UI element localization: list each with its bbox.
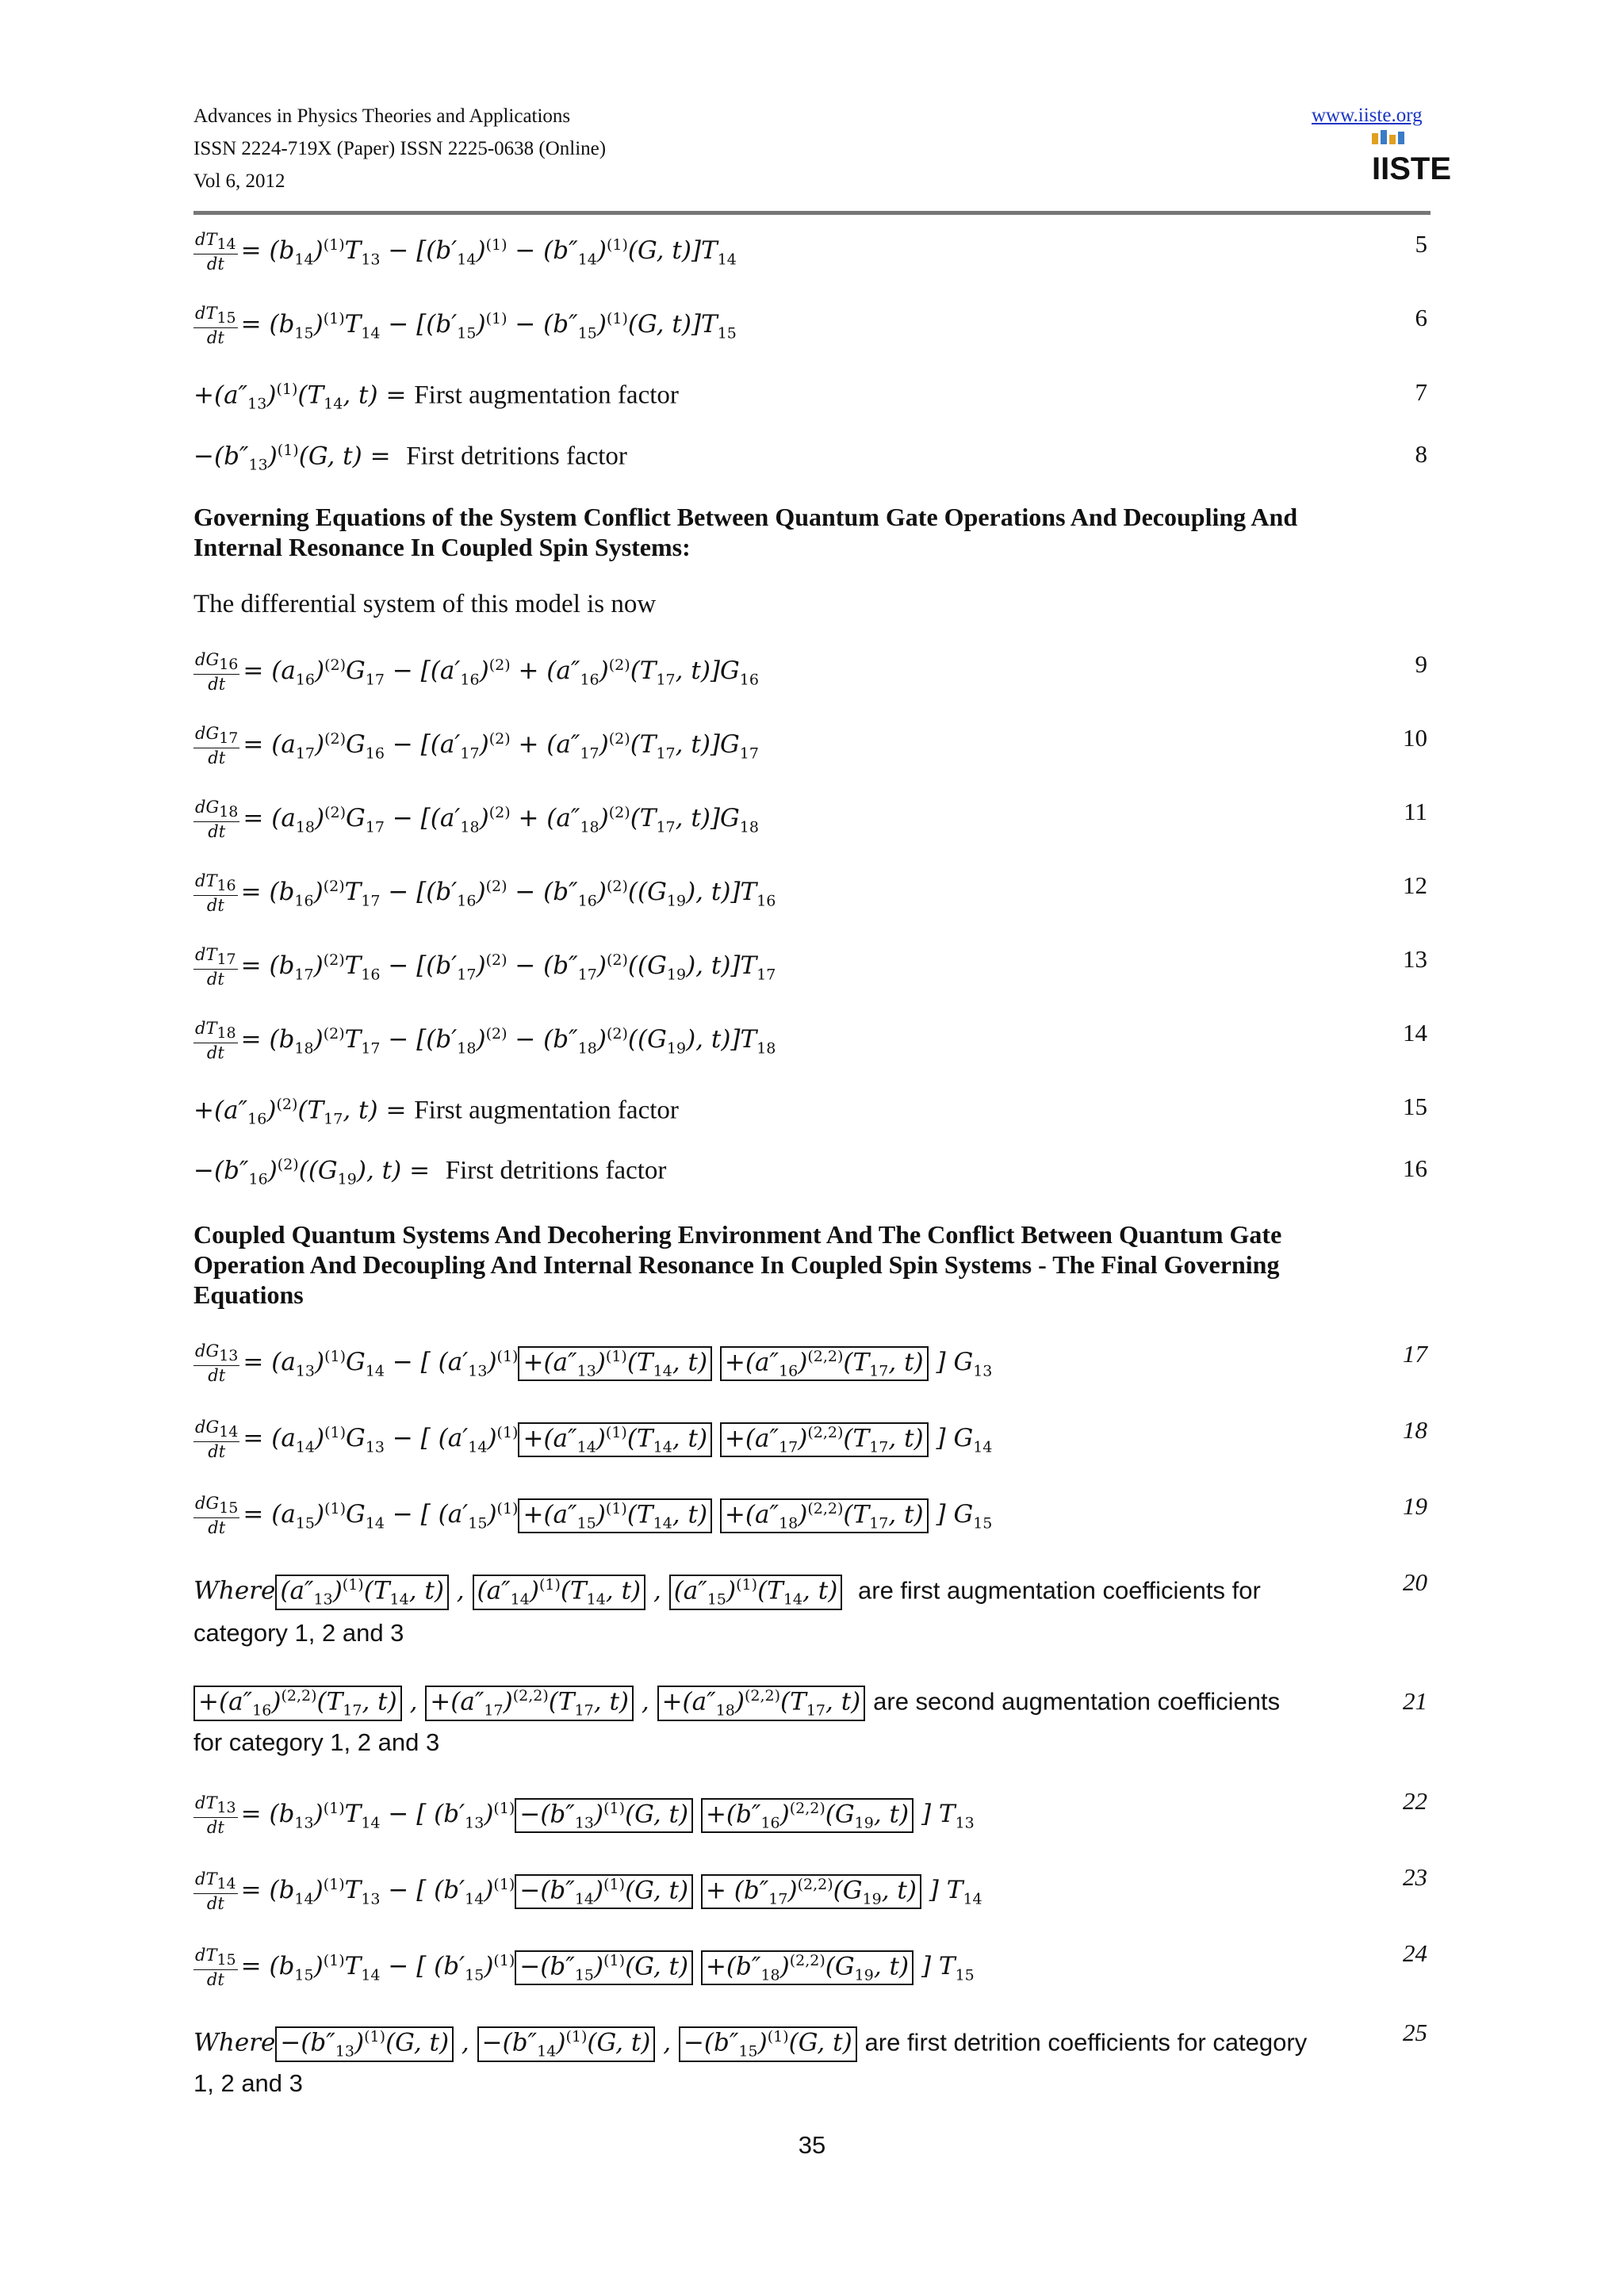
aug-factor-label: First augmentation factor	[414, 1096, 679, 1125]
equation-number: 15	[1403, 1093, 1427, 1120]
equation-number: 11	[1404, 798, 1427, 825]
equation-number: 25	[1403, 2019, 1427, 2046]
iiste-logo	[1370, 128, 1452, 186]
equation-number: 7	[1415, 378, 1427, 406]
equation-number: 19	[1403, 1492, 1427, 1520]
svg-text:IISTE: IISTE	[1372, 151, 1452, 186]
equation-number: 18	[1403, 1416, 1427, 1444]
aug-factor-label: First augmentation factor	[414, 381, 679, 410]
equation-18: $\frac{dG_{14}}{dt}$ = $(a_{14})^{(1)}G_{13}$ − [ $(a'_{14})^{(1)} +(a''_{14})^{(1)}(T_{14}$, $t) +(a''_{17})^{(2,2)}(T_{17}$, t) ] $G_{14}$	[195, 1418, 993, 1462]
equation-8: $-(b''_{13})^{(1)}(G$, t) = First detritions factor	[193, 442, 627, 474]
section-heading-governing-equations: Governing Equations of the System Conflict Between Quantum Gate Operations And Decoupling And Internal Resonance In Coupled Spin Systems:	[193, 503, 1298, 561]
equation-number: 14	[1403, 1019, 1427, 1047]
equation-number: 24	[1403, 1939, 1427, 1967]
equation-22: $\frac{dT_{13}}{dt}$ = $(b_{13})^{(1)}T_{14}$ − [ $(b'_{13})^{(1)} -(b''_{13})^{(1)}(G$, $t) +(b''_{16})^{(2,2)}(G_{19}$, t) ] $T_{13}$	[195, 1793, 975, 1838]
equation-17: $\frac{dG_{13}}{dt}$ = $(a_{13})^{(1)}G_{14}$ − [ $(a'_{13})^{(1)} +(a''_{13})^{(1)}(T_{14}$, $t) +(a''_{16})^{(2,2)}(T_{17}$, t) ] $G_{13}$	[195, 1341, 993, 1386]
volume-line: Vol 6, 2012	[193, 170, 285, 192]
det-factor-label: First detritions factor	[406, 442, 627, 471]
det-factor-label: First detritions factor	[445, 1156, 667, 1185]
equation-number: 8	[1415, 440, 1427, 468]
equation-number: 5	[1415, 230, 1427, 258]
equation-15: $+(a''_{16})^{(2)}(T_{17}$, t) = First augmentation factor	[193, 1096, 679, 1128]
equation-23: $\frac{dT_{14}}{dt}$ = $(b_{14})^{(1)}T_{13}$ − [ $(b'_{14})^{(1)} -(b''_{14})^{(1)}(G$, $t) + (b''_{17})^{(2,2)}(G_{19}$, t) ] $T_{14}$	[195, 1869, 982, 1914]
equation-21: $+(a''_{16})^{(2,2)}(T_{17}$, t) , $+(a''_{17})^{(2,2)}(T_{17}$, t) , $+(a''_{18})^{(2,2)}(T_{17}$, t) are second augmentation coefficients	[193, 1686, 1280, 1721]
equation-24: $\frac{dT_{15}}{dt}$ = $(b_{15})^{(1)}T_{14}$ − [ $(b'_{15})^{(1)} -(b''_{15})^{(1)}(G$, $t) +(b''_{18})^{(2,2)}(G_{19}$, t) ] $T_{15}$	[195, 1946, 975, 1990]
description-21: are second augmentation coefficients	[873, 1687, 1281, 1716]
equation-14: $\frac{dT_{18}}{dt}$ = $(b_{18})^{(2)}T_{17} - [(b'_{18})^{(2)} - (b''_{18})^{(2)}((G_{19})$, $t)]T_{18}$	[195, 1019, 776, 1063]
description-25: are first detrition coefficients for category	[864, 2028, 1308, 2057]
where-label: Where	[193, 1576, 276, 1605]
equation-number: 9	[1415, 650, 1427, 678]
description-20-continued: category 1, 2 and 3	[193, 1619, 404, 1647]
equation-12: $\frac{dT_{16}}{dt}$ = $(b_{16})^{(2)}T_{17} - [(b'_{16})^{(2)} - (b''_{16})^{(2)}((G_{19})$, $t)]T_{16}$	[195, 871, 776, 916]
equation-number: 17	[1403, 1340, 1427, 1368]
equation-number: 6	[1415, 304, 1427, 331]
description-20: are first augmentation coefficients for	[858, 1576, 1261, 1605]
equation-6: $\frac{dT_{15}}{dt}$ = $(b_{15})^{(1)}T_{14} - [(b'_{15})^{(1)} - (b''_{15})^{(1)}(G$, $t)]T_{15}$	[195, 304, 737, 348]
intro-sentence: The differential system of this model is now	[193, 590, 657, 618]
journal-url-link[interactable]: www.iiste.org	[1312, 105, 1423, 126]
equation-5: $\frac{dT_{14}}{dt}$ = $(b_{14})^{(1)}T_{13} - [(b'_{14})^{(1)} - (b''_{14})^{(1)}(G$, $t)]T_{14}$	[195, 230, 737, 274]
equation-11: $\frac{dG_{18}}{dt}$ = $(a_{18})^{(2)}G_{17} - [(a'_{18})^{(2)} + (a''_{18})^{(2)}(T_{17}$, $t)]G_{18}$	[195, 798, 759, 842]
description-25-continued: 1, 2 and 3	[193, 2069, 303, 2097]
page-number: 35	[798, 2131, 826, 2159]
journal-title: Advances in Physics Theories and Applications	[193, 105, 571, 127]
equation-number: 12	[1403, 871, 1427, 899]
equation-number: 22	[1403, 1787, 1427, 1815]
issn-line: ISSN 2224-719X (Paper) ISSN 2225-0638 (Online)	[193, 138, 607, 159]
equation-16: $-(b''_{16})^{(2)}((G_{19})$, t) = First detritions factor	[193, 1156, 667, 1188]
equation-25: Where $-(b''_{13})^{(1)}(G$, t) , $-(b''_{14})^{(1)}(G$, t) , $-(b''_{15})^{(1)}(G$, t) are first detrition coefficients for category	[193, 2028, 1308, 2061]
equation-number: 13	[1403, 945, 1427, 973]
where-label: Where	[193, 2028, 276, 2057]
header-rule	[193, 211, 1431, 215]
equation-number: 20	[1403, 1568, 1427, 1596]
equation-7: $+(a''_{13})^{(1)}(T_{14}$, t) = First augmentation factor	[193, 381, 679, 413]
equation-19: $\frac{dG_{15}}{dt}$ = $(a_{15})^{(1)}G_{14}$ − [ $(a'_{15})^{(1)} +(a''_{15})^{(1)}(T_{14}$, $t) +(a''_{18})^{(2,2)}(T_{17}$, t) ] $G_{15}$	[195, 1494, 993, 1538]
equation-9: $\frac{dG_{16}}{dt}$ = $(a_{16})^{(2)}G_{17} - [(a'_{16})^{(2)} + (a''_{16})^{(2)}(T_{17}$, $t)]G_{16}$	[195, 650, 759, 695]
equation-number: 23	[1403, 1863, 1427, 1891]
equation-number: 21	[1403, 1687, 1427, 1715]
section-heading-final-governing-equations: Coupled Quantum Systems And Decohering Environment And The Conflict Between Quantum Gate Operation And Decoupling And Internal Resonance In Coupled Spin Systems - The Final Governing Equations	[193, 1220, 1282, 1309]
description-21-continued: for category 1, 2 and 3	[193, 1728, 440, 1756]
equation-number: 16	[1403, 1154, 1427, 1182]
equation-13: $\frac{dT_{17}}{dt}$ = $(b_{17})^{(2)}T_{16} - [(b'_{17})^{(2)} - (b''_{17})^{(2)}((G_{19})$, $t)]T_{17}$	[195, 945, 776, 989]
equation-number: 10	[1403, 724, 1427, 752]
equation-10: $\frac{dG_{17}}{dt}$ = $(a_{17})^{(2)}G_{16} - [(a'_{17})^{(2)} + (a''_{17})^{(2)}(T_{17}$, $t)]G_{17}$	[195, 724, 759, 768]
equation-20: Where $(a''_{13})^{(1)}(T_{14}$, t) , $(a''_{14})^{(1)}(T_{14}$, t) , $(a''_{15})^{(1)}(T_{14}$, t) are first augmentation coefficients for	[193, 1576, 1261, 1609]
